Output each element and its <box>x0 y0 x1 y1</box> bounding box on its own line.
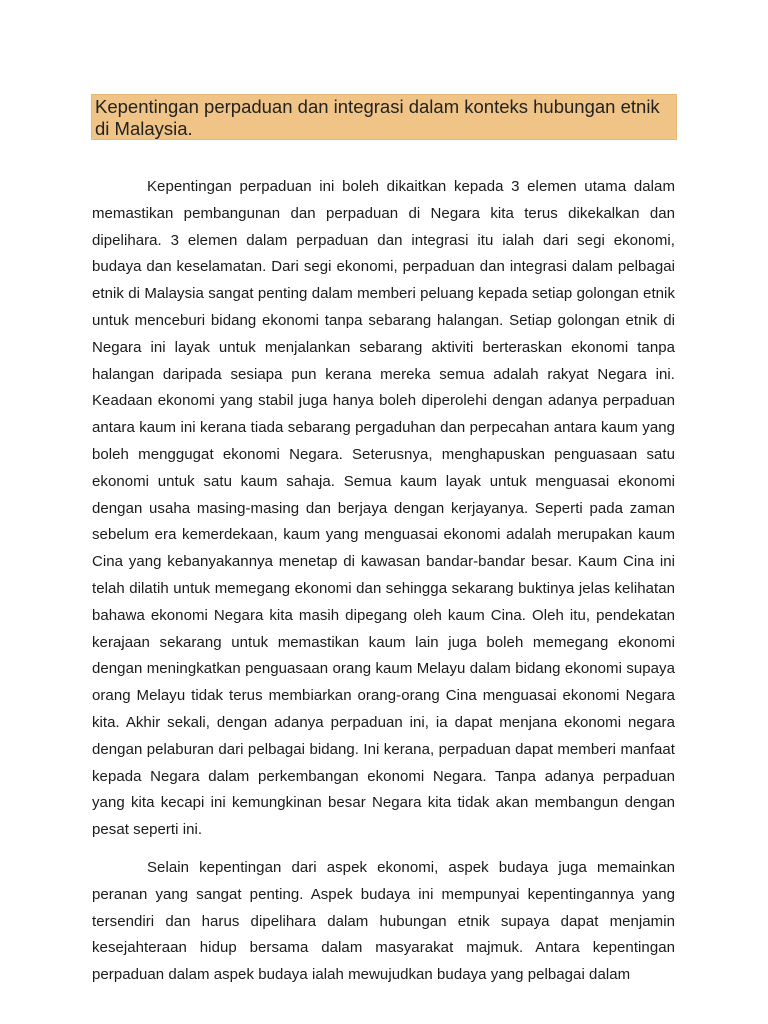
document-title: Kepentingan perpaduan dan integrasi dalam konteks hubungan etnik di Malaysia. <box>95 96 660 139</box>
paragraph-culture: Selain kepentingan dari aspek ekonomi, aspek budaya juga memainkan peranan yang sangat penting. Aspek budaya ini mempunyai kepentingannya yang tersendiri dan harus dipelihara dalam hubungan etnik supaya dapat menjamin kesejahteraan hidup bersama dalam masyarakat majmuk. Antara kepentingan perpaduan dalam aspek budaya ialah mewujudkan budaya yang pelbagai dalam <box>92 858 675 984</box>
title-highlight-box <box>91 94 677 140</box>
paragraph-economy: Kepentingan perpaduan ini boleh dikaitkan kepada 3 elemen utama dalam memastikan pembangunan dan perpaduan di Negara kita terus dikekalkan dan dipelihara. 3 elemen dalam perpaduan dan integrasi itu ialah dari segi ekonomi, budaya dan keselamatan. Dari segi ekonomi, perpaduan dan integrasi dalam pelbagai etnik di Malaysia sangat penting dalam memberi peluang kepada setiap golongan etnik untuk menceburi bidang ekonomi tanpa sebarang halangan. Setiap golongan etnik di Negara ini layak untuk menjalankan sebarang aktiviti berteraskan ekonomi tanpa halangan daripada sesiapa pun kerana mereka semua adalah rakyat Negara ini. Keadaan ekonomi yang stabil juga hanya boleh diperolehi dengan adanya perpaduan antara kaum ini kerana tiada sebarang pergaduhan dan perpecahan antara kaum yang boleh menggugat ekonomi Negara. Seterusnya, menghapuskan penguasaan satu ekonomi untuk satu kaum sahaja. Semua kaum layak untuk menguasai ekonomi dengan usaha masing-masing dan berjaya dengan kerjayanya. Seperti pada zaman sebelum era kemerdekaan, kaum yang menguasai ekonomi adalah merupakan kaum Cina yang kebanyakannya menetap di kawasan bandar-bandar besar. Kaum Cina ini telah dilatih untuk memegang ekonomi dan sehingga sekarang buktinya jelas kelihatan bahawa ekonomi Negara kita masih dipegang oleh kaum Cina. Oleh itu, pendekatan kerajaan sekarang untuk memastikan kaum lain juga boleh memegang ekonomi dengan meningkatkan penguasaan orang kaum Melayu dalam bidang ekonomi supaya orang Melayu tidak terus membiarkan orang-orang Cina menguasai ekonomi Negara kita. Akhir sekali, dengan adanya perpaduan ini, ia dapat menjana ekonomi negara dengan pelaburan dari pelbagai bidang. Ini kerana, perpaduan dapat memberi manfaat kepada Negara dalam perkembangan ekonomi Negara. Tanpa adanya perpaduan yang kita kecapi ini kemungkinan besar Negara kita tidak akan membangun dengan pesat seperti ini. <box>92 178 675 839</box>
document-body <box>92 174 675 989</box>
